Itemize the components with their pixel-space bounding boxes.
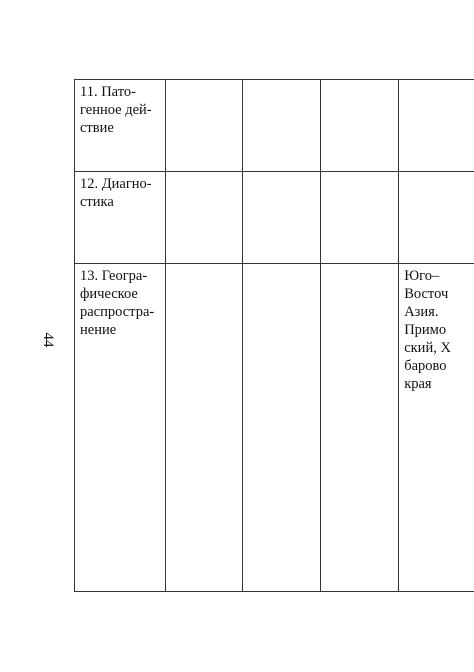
table-cell: Юго– Восточ Азия. Примо ский, Х барово края bbox=[399, 264, 474, 592]
row-label: 13. Геогра- фическое распростра- нение bbox=[75, 264, 166, 592]
table-row bbox=[75, 80, 474, 172]
table-cell bbox=[399, 172, 474, 264]
table-row bbox=[75, 172, 474, 264]
table-cell bbox=[321, 172, 399, 264]
table-cell bbox=[165, 172, 243, 264]
table-cell bbox=[321, 264, 399, 592]
table-cell bbox=[243, 264, 321, 592]
table-cell bbox=[165, 80, 243, 172]
page-number: 44 bbox=[40, 332, 56, 348]
data-table bbox=[74, 79, 474, 592]
row-label: 12. Диагно- стика bbox=[75, 172, 166, 264]
table-cell bbox=[399, 80, 474, 172]
table-cell bbox=[243, 172, 321, 264]
table-row bbox=[75, 264, 474, 592]
table-cell bbox=[165, 264, 243, 592]
table-cell bbox=[321, 80, 399, 172]
table-cell bbox=[243, 80, 321, 172]
row-label: 11. Пато- генное дей- ствие bbox=[75, 80, 166, 172]
